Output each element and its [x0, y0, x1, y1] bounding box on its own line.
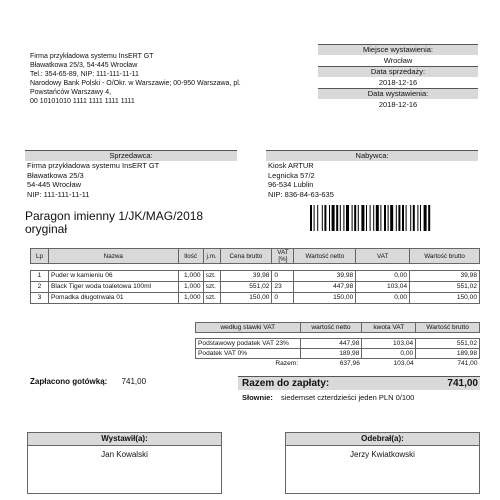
col-header: Cena brutto — [220, 249, 272, 264]
cell: 0,00 — [362, 349, 416, 359]
cell: 0,00 — [356, 271, 410, 282]
cell: szt. — [203, 293, 220, 304]
seller-header-line: Firma przykładowa systemu InsERT GT — [30, 53, 154, 60]
barcode-bar — [336, 205, 338, 231]
issue-date-value: 2018-12-16 — [378, 100, 418, 109]
barcode-bar — [376, 205, 379, 231]
cell: Black Tiger woda toaletowa 100ml — [48, 282, 178, 293]
amount-due — [238, 376, 480, 390]
document-copy-type: oryginał — [25, 222, 68, 236]
cell: 3 — [31, 293, 49, 304]
cell: 39,98 — [220, 271, 272, 282]
barcode-bar — [388, 205, 389, 231]
buyer-line: 96-534 Lublin — [268, 180, 314, 189]
barcode-bar — [332, 205, 335, 231]
cell: 150,00 — [410, 293, 480, 304]
barcode-bar — [402, 205, 404, 231]
place-value: Wrocław — [383, 56, 413, 65]
table-row — [31, 271, 480, 282]
barcode-bar — [370, 205, 371, 231]
seller-block — [25, 150, 237, 199]
barcode-bar — [343, 205, 344, 231]
seller-label: Sprzedawca: — [25, 150, 237, 161]
col-header: kwota VAT — [362, 323, 416, 333]
cell: 1 — [31, 271, 49, 282]
cell: szt. — [203, 271, 220, 282]
barcode-bar — [413, 205, 415, 231]
vat-header-row — [196, 323, 480, 333]
barcode-bar — [428, 205, 430, 231]
cell: 39,98 — [294, 271, 356, 282]
barcode-bar — [322, 205, 323, 231]
items-header-row — [31, 249, 480, 264]
barcode-bar — [390, 205, 393, 231]
barcode-bar — [420, 205, 421, 231]
cell: 551,02 — [220, 282, 272, 293]
barcode-bar — [314, 205, 315, 231]
col-header: według stawki VAT — [196, 323, 301, 333]
seller-line: Firma przykładowa systemu InsERT GT — [27, 161, 160, 170]
cell: 2 — [31, 282, 49, 293]
barcode-bar — [384, 205, 386, 231]
cell: 103,04 — [362, 339, 416, 349]
col-header: Wartość brutto — [410, 249, 480, 264]
cash-paid-label: Zapłacono gotówką: — [30, 377, 108, 386]
cell: 551,02 — [416, 339, 480, 349]
receiver-label: Odebrał(a): — [286, 433, 479, 446]
seller-header — [30, 52, 300, 106]
barcode-bar — [410, 205, 411, 231]
barcode-bar — [329, 205, 330, 231]
buyer-label: Nabywca: — [266, 150, 478, 161]
place-label: Miejsce wystawienia: — [318, 44, 478, 55]
barcode-bar — [317, 205, 318, 231]
cell: 447,98 — [300, 339, 362, 349]
cell: 103,04 — [393, 360, 414, 367]
issuer-label: Wystawił(a): — [28, 433, 221, 446]
barcode-bar — [396, 205, 397, 231]
receiver-name: Jerzy Kwiatkowski — [350, 450, 415, 459]
cell: 0,00 — [356, 293, 410, 304]
barcode-bar — [310, 205, 312, 231]
cell: 150,00 — [294, 293, 356, 304]
cell: 1,000 — [178, 282, 203, 293]
barcode-bar — [324, 205, 326, 231]
amount-due-label: Razem do zapłaty: — [242, 378, 330, 389]
col-header: Ilość — [178, 249, 203, 264]
barcode-bar — [361, 205, 364, 231]
col-header: j.m. — [203, 249, 220, 264]
buyer-block — [266, 150, 478, 199]
seller-line: Bławatkowa 25/3 — [27, 170, 84, 180]
cell: 551,02 — [410, 282, 480, 293]
table-row — [31, 293, 480, 304]
barcode — [310, 205, 478, 231]
receiver-signature-box — [285, 432, 480, 494]
vat-total-row — [196, 359, 480, 369]
seller-line: NIP: 111-111-11-11 — [27, 189, 90, 199]
cell: 1,000 — [178, 271, 203, 282]
cell: 103,04 — [356, 282, 410, 293]
cell: Pomadka długotrwała 01 — [48, 293, 178, 304]
seller-line: 54-445 Wrocław — [27, 180, 82, 189]
cell: Puder w kamieniu 06 — [48, 271, 178, 282]
barcode-bar — [398, 205, 400, 231]
table-row — [196, 339, 480, 349]
barcode-bar — [366, 205, 367, 231]
barcode-bar — [352, 205, 353, 231]
cell: 189,98 — [300, 349, 362, 359]
seller-header-line: Powstańców Warszawy 4, — [30, 89, 112, 96]
cell: 447,98 — [294, 282, 356, 293]
amount-due-value: 741,00 — [447, 378, 478, 389]
barcode-bar — [380, 205, 381, 231]
table-row — [196, 349, 480, 359]
col-header: VAT [%] — [272, 249, 294, 264]
cell: 39,98 — [410, 271, 480, 282]
col-header: Wartość netto — [294, 249, 356, 264]
issue-date-label: Data wystawienia: — [318, 88, 478, 99]
col-header: Nazwa — [48, 249, 178, 264]
barcode-bar — [340, 205, 341, 231]
barcode-bar — [358, 205, 359, 231]
sale-date-value: 2018-12-16 — [378, 78, 418, 87]
barcode-bar — [424, 205, 427, 231]
table-row — [31, 282, 480, 293]
barcode-bar — [346, 205, 349, 231]
col-header: Lp — [31, 249, 49, 264]
document-number: Paragon imienny 1/JK/MAG/2018 — [25, 209, 204, 223]
seller-header-line: Bławatkowa 25/3, 54-445 Wrocław — [30, 62, 138, 69]
vat-summary-table — [195, 322, 480, 368]
cash-paid-value: 741,00 — [121, 377, 147, 386]
cash-paid — [30, 377, 146, 386]
sale-date-label: Data sprzedaży: — [318, 66, 478, 77]
col-header: Wartość brutto — [416, 323, 480, 333]
col-header: VAT — [356, 249, 410, 264]
buyer-line: NIP: 836-84-63-635 — [268, 189, 334, 199]
amount-in-words — [242, 393, 414, 402]
document-title — [25, 210, 203, 236]
issuer-signature-box — [27, 432, 222, 494]
buyer-line: Legnicka 57/2 — [268, 170, 315, 180]
cell: 150,00 — [220, 293, 272, 304]
vat-total-label: Razem: — [275, 360, 299, 367]
issuer-name: Jan Kowalski — [101, 450, 148, 459]
barcode-bar — [373, 205, 374, 231]
cell: 637,96 — [339, 360, 360, 367]
items-table — [30, 248, 480, 304]
buyer-line: Kiosk ARTUR — [268, 161, 314, 170]
document-meta — [318, 44, 478, 110]
cell: Podatek VAT 0% — [196, 349, 301, 359]
cell: 1,000 — [178, 293, 203, 304]
cell: 741,00 — [457, 360, 478, 367]
cell: 0 — [272, 293, 294, 304]
seller-header-line: 00 10101010 1111 1111 1111 1111 — [30, 98, 135, 105]
barcode-bar — [417, 205, 418, 231]
seller-header-line: Narodowy Bank Polski - O/Okr. w Warszawie; 00-950 Warszawa, pl. — [30, 80, 241, 87]
in-words-value: siedemset czterdzieści jeden PLN 0/100 — [280, 393, 415, 402]
in-words-label: Słownie: — [242, 393, 273, 402]
cell: 23 — [272, 282, 294, 293]
barcode-bar — [354, 205, 356, 231]
col-header: wartość netto — [300, 323, 362, 333]
barcode-bar — [406, 205, 407, 231]
cell: 0 — [272, 271, 294, 282]
cell: Podstawowy podatek VAT 23% — [196, 339, 301, 349]
cell: szt. — [203, 282, 220, 293]
cell: 189,98 — [416, 349, 480, 359]
seller-header-line: Tel.: 354-65-89, NIP: 111-111-11-11 — [30, 71, 139, 78]
